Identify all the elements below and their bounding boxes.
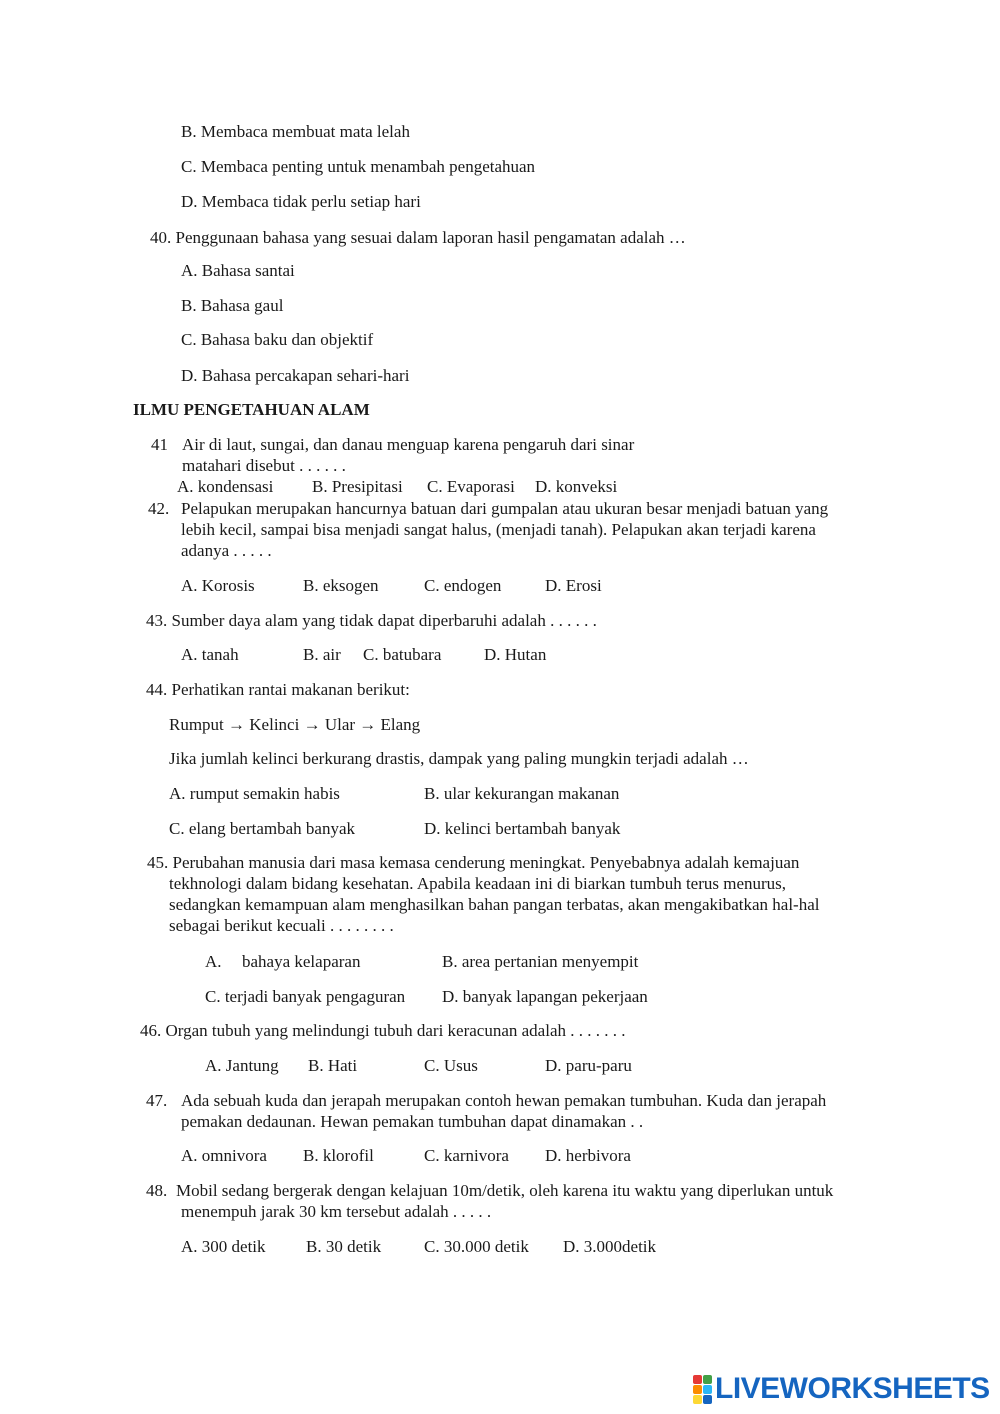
q42-line-1: Pelapukan merupakan hancurnya batuan dari gumpalan atau ukuran besar menjadi batuan yang [181,499,829,518]
q40-option-a: A. Bahasa santai [181,261,295,280]
q41-option-a: A. kondensasi [177,477,274,496]
q44-question: Jika jumlah kelinci berkurang drastis, dampak yang paling mungkin terjadi adalah … [169,749,749,768]
q42-line-2: lebih kecil, sampai bisa menjadi sangat halus, (menjadi tanah). Pelapukan akan terjadi karena [181,520,816,539]
q45-line-3: sedangkan kemampuan alam menghasilkan bahan pangan terbatas, akan mengakibatkan hal-hal [169,895,820,914]
q42-option-d: D. Erosi [545,576,602,595]
q44-option-c: C. elang bertambah banyak [169,819,355,838]
q45-option-a-text: bahaya kelaparan [242,952,361,971]
q47-option-b: B. klorofil [303,1146,374,1165]
q40-option-d: D. Bahasa percakapan sehari-hari [181,366,410,385]
q48-line-2: menempuh jarak 30 km tersebut adalah . . . . . [181,1202,492,1221]
question-43: 43. Sumber daya alam yang tidak dapat diperbaruhi adalah . . . . . . [146,611,597,630]
q44-option-a: A. rumput semakin habis [169,784,340,803]
q44-option-b: B. ular kekurangan makanan [424,784,620,803]
q45-option-d: D. banyak lapangan pekerjaan [442,987,648,1006]
q43-option-d: D. Hutan [484,645,547,664]
logo-text: LIVEWORKSHEETS [715,1372,990,1405]
q48-number: 48. [146,1181,168,1200]
q47-number: 47. [146,1091,168,1110]
q41-option-b: B. Presipitasi [312,477,403,496]
q41-line-2: matahari disebut . . . . . . [182,456,346,475]
q45-line-1: 45. Perubahan manusia dari masa kemasa cenderung meningkat. Penyebabnya adalah kemajuan [147,853,800,872]
q42-number: 42. [148,499,170,518]
q40-option-c: C. Bahasa baku dan objektif [181,330,374,349]
q48-option-d: D. 3.000detik [563,1237,657,1256]
q47-line-2: pemakan dedaunan. Hewan pemakan tumbuhan dapat dinamakan . . [181,1112,644,1131]
option-b: B. Membaca membuat mata lelah [181,122,410,141]
q45-option-c: C. terjadi banyak pengaguran [205,987,406,1006]
q46-option-b: B. Hati [308,1056,358,1075]
q47-option-d: D. herbivora [545,1146,631,1165]
q48-line-1: Mobil sedang bergerak dengan kelajuan 10m/detik, oleh karena itu waktu yang diperlukan untuk [176,1181,834,1200]
q47-line-1: Ada sebuah kuda dan jerapah merupakan contoh hewan pemakan tumbuhan. Kuda dan jerapah [181,1091,827,1110]
q48-option-c: C. 30.000 detik [424,1237,529,1256]
q41-number: 41 [151,435,168,454]
q41-option-c: C. Evaporasi [427,477,515,496]
q48-option-a: A. 300 detik [181,1237,266,1256]
q45-line-2: tekhnologi dalam bidang kesehatan. Apabila keadaan ini di biarkan tumbuh terus menurus, [169,874,787,893]
q48-option-b: B. 30 detik [306,1237,382,1256]
liveworksheets-mark-icon [693,1375,712,1404]
q41-option-d: D. konveksi [535,477,618,496]
q43-option-a: A. tanah [181,645,239,664]
liveworksheets-logo[interactable] [693,1374,990,1404]
question-44: 44. Perhatikan rantai makanan berikut: [146,680,410,699]
q45-option-a-letter: A. [205,952,222,971]
question-40: 40. Penggunaan bahasa yang sesuai dalam laporan hasil pengamatan adalah … [150,228,686,247]
q42-option-a: A. Korosis [181,576,255,595]
q44-option-d: D. kelinci bertambah banyak [424,819,621,838]
q42-line-3: adanya . . . . . [181,541,272,560]
q46-option-c: C. Usus [424,1056,478,1075]
q46-option-d: D. paru-paru [545,1056,632,1075]
food-chain: Rumput → Kelinci → Ular → Elang [169,715,421,734]
q41-line-1: Air di laut, sungai, dan danau menguap karena pengaruh dari sinar [182,435,635,454]
q40-option-b: B. Bahasa gaul [181,296,284,315]
section-title: ILMU PENGETAHUAN ALAM [133,400,370,419]
q43-option-c: C. batubara [363,645,442,664]
q46-option-a: A. Jantung [205,1056,279,1075]
q42-option-b: B. eksogen [303,576,379,595]
q45-option-b: B. area pertanian menyempit [442,952,639,971]
option-d: D. Membaca tidak perlu setiap hari [181,192,421,211]
option-c: C. Membaca penting untuk menambah pengetahuan [181,157,536,176]
q45-line-4: sebagai berikut kecuali . . . . . . . . [169,916,394,935]
q42-option-c: C. endogen [424,576,502,595]
q43-option-b: B. air [303,645,341,664]
q47-option-a: A. omnivora [181,1146,267,1165]
question-46: 46. Organ tubuh yang melindungi tubuh dari keracunan adalah . . . . . . . [140,1021,626,1040]
q47-option-c: C. karnivora [424,1146,509,1165]
